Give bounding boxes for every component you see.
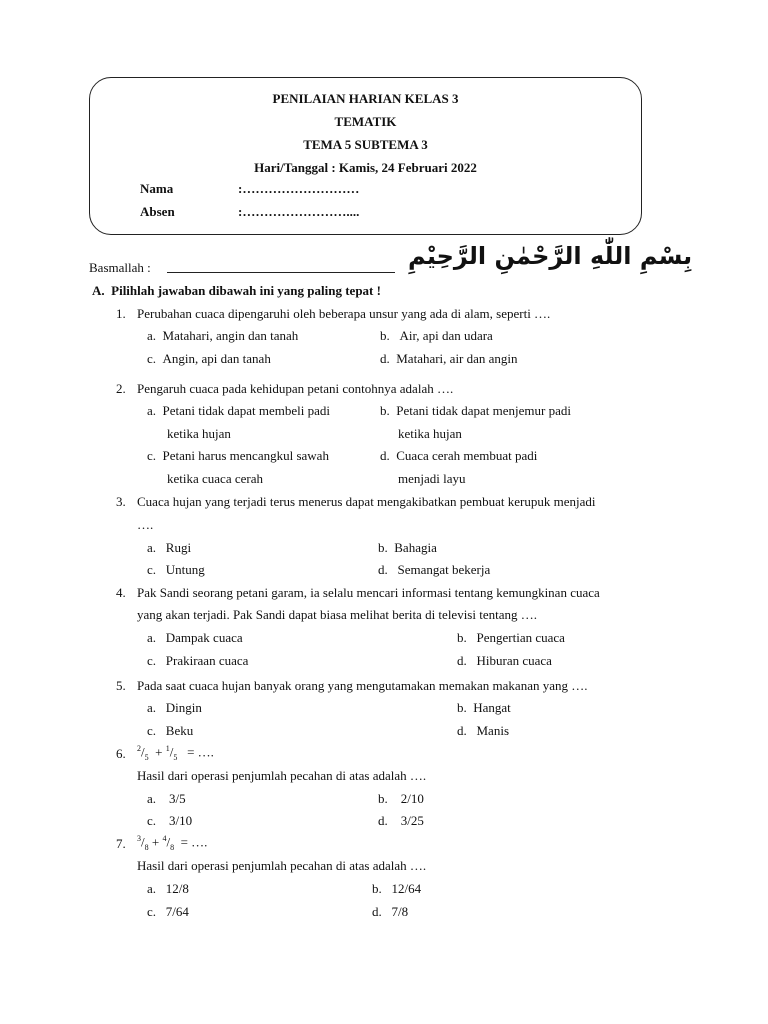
option-d[interactable]: d. 3/25 <box>378 813 424 828</box>
fraction-denominator: 8 <box>144 842 149 852</box>
option-b[interactable]: b. Petani tidak dapat menjemur padi <box>380 403 571 418</box>
option-c[interactable]: c. Untung <box>147 562 205 577</box>
exam-title: PENILAIAN HARIAN KELAS 3 <box>272 91 459 106</box>
fraction-operator: + <box>155 744 163 760</box>
option-d[interactable]: d. Semangat bekerja <box>378 562 491 577</box>
name-label: Nama <box>140 181 174 196</box>
fraction-operator: + <box>151 834 160 850</box>
fraction-denominator: 5 <box>144 752 149 762</box>
name-field[interactable]: :……………………… <box>238 181 360 196</box>
option-c[interactable]: c. Petani harus mencangkul sawah <box>147 448 329 463</box>
question-text-continued: yang akan terjadi. Pak Sandi dapat biasa melihat berita di televisi tentang …. <box>137 607 537 622</box>
exam-theme: TEMA 5 SUBTEMA 3 <box>303 137 428 152</box>
option-c-continued: ketika cuaca cerah <box>167 471 263 486</box>
question-number: 4. <box>116 585 126 600</box>
basmallah-label: Basmallah : <box>89 260 151 275</box>
option-a[interactable]: a. Dingin <box>147 700 202 715</box>
question-number: 6. <box>116 746 126 761</box>
option-a[interactable]: a. 12/8 <box>147 881 189 896</box>
basmallah-answer-line[interactable] <box>167 272 395 273</box>
question-number: 5. <box>116 678 126 693</box>
option-b[interactable]: b. Bahagia <box>378 540 437 555</box>
option-a[interactable]: a. 3/5 <box>147 791 186 806</box>
fraction-denominator: 5 <box>173 752 178 762</box>
option-d[interactable]: d. Cuaca cerah membuat padi <box>380 448 538 463</box>
option-a[interactable]: a. Matahari, angin dan tanah <box>147 328 299 343</box>
question-text: Cuaca hujan yang terjadi terus menerus dapat mengakibatkan pembuat kerupuk menjadi <box>137 494 596 509</box>
option-c[interactable]: c. Prakiraan cuaca <box>147 653 249 668</box>
option-b[interactable]: b. 12/64 <box>372 881 422 896</box>
question-number: 7. <box>116 836 126 851</box>
option-a[interactable]: a. Rugi <box>147 540 192 555</box>
question-text: Hasil dari operasi penjumlah pecahan di atas adalah …. <box>137 858 427 873</box>
fraction-expression: $^2/_5 + ^1/_5$ = …. <box>137 744 214 762</box>
fraction-numerator: 1 <box>165 744 170 753</box>
option-b-continued: ketika hujan <box>398 426 462 441</box>
question-text-continued: …. <box>137 517 154 532</box>
option-b[interactable]: b. 2/10 <box>378 791 424 806</box>
option-d-continued: menjadi layu <box>398 471 466 486</box>
option-a-continued: ketika hujan <box>167 426 231 441</box>
option-c[interactable]: c. Beku <box>147 723 194 738</box>
question-number: 1. <box>116 306 126 321</box>
option-d[interactable]: d. 7/8 <box>372 904 409 919</box>
basmallah-calligraphy: بِسْمِ اللّٰهِ الرَّحْمٰنِ الرَّحِيْمِ <box>408 242 693 270</box>
section-a-instruction: A. Pilihlah jawaban dibawah ini yang paling tepat ! <box>92 283 381 298</box>
question-number: 3. <box>116 494 126 509</box>
option-c[interactable]: c. 7/64 <box>147 904 189 919</box>
absen-field[interactable]: :…………………….... <box>238 204 360 219</box>
fraction-equals: = …. <box>180 834 208 850</box>
option-d[interactable]: d. Hiburan cuaca <box>457 653 552 668</box>
fraction-numerator: 2 <box>137 744 141 753</box>
question-text: Perubahan cuaca dipengaruhi oleh beberapa unsur yang ada di alam, seperti …. <box>137 306 551 321</box>
fraction-numerator: 3 <box>137 834 141 843</box>
fraction-numerator: 4 <box>162 834 167 843</box>
question-text: Hasil dari operasi penjumlah pecahan di atas adalah …. <box>137 768 427 783</box>
fraction-denominator: 8 <box>170 842 175 852</box>
question-text: Pengaruh cuaca pada kehidupan petani contohnya adalah …. <box>137 381 454 396</box>
option-a[interactable]: a. Petani tidak dapat membeli padi <box>147 403 331 418</box>
option-c[interactable]: c. 3/10 <box>147 813 193 828</box>
absen-label: Absen <box>140 204 175 219</box>
exam-date: Hari/Tanggal : Kamis, 24 Februari 2022 <box>254 160 477 175</box>
option-c[interactable]: c. Angin, api dan tanah <box>147 351 271 366</box>
option-a[interactable]: a. Dampak cuaca <box>147 630 243 645</box>
option-b[interactable]: b. Hangat <box>457 700 511 715</box>
option-d[interactable]: d. Manis <box>457 723 509 738</box>
option-b[interactable]: b. Air, api dan udara <box>380 328 493 343</box>
question-text: Pak Sandi seorang petani garam, ia selalu mencari informasi tentang kemungkinan cuaca <box>137 585 600 600</box>
option-b[interactable]: b. Pengertian cuaca <box>457 630 565 645</box>
fraction-expression: $^3/_8 + ^4/_8$ = …. <box>137 834 208 852</box>
exam-subject: TEMATIK <box>334 114 397 129</box>
question-number: 2. <box>116 381 126 396</box>
question-text: Pada saat cuaca hujan banyak orang yang mengutamakan memakan makanan yang …. <box>137 678 588 693</box>
fraction-equals: = …. <box>187 744 214 760</box>
option-d[interactable]: d. Matahari, air dan angin <box>380 351 518 366</box>
